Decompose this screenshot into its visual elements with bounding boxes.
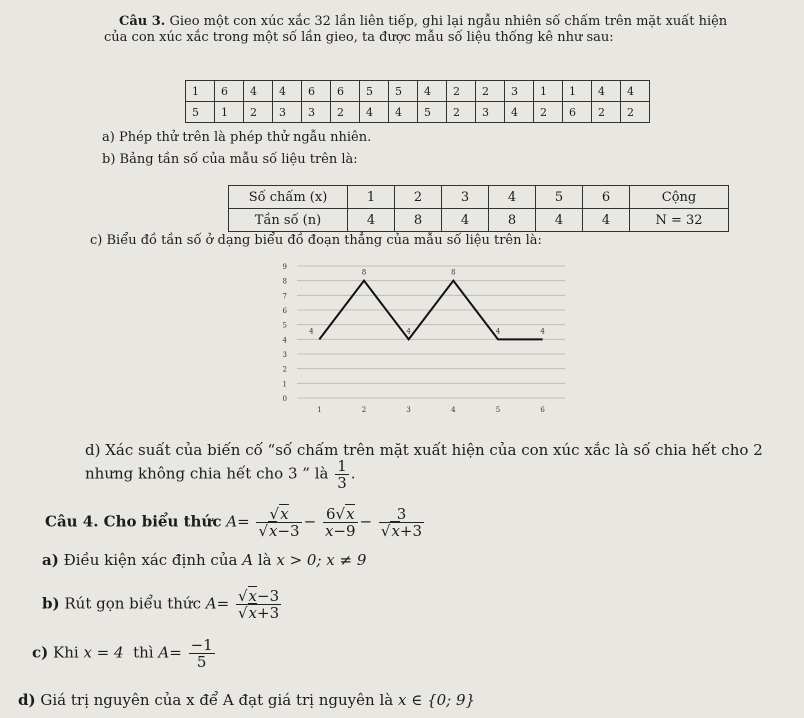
table-row [186, 81, 650, 102]
frequency-cell: 4 [583, 209, 630, 232]
frequency-table-row-n [229, 209, 729, 232]
y-tick-label: 0 [282, 395, 287, 403]
x-tick-label: 2 [361, 406, 367, 414]
frequency-cell: 4 [348, 209, 395, 232]
table-cell: 2 [447, 102, 476, 123]
table-cell: 2 [331, 102, 360, 123]
table-cell: 6 [215, 81, 244, 102]
table-cell: 3 [273, 102, 302, 123]
table-cell: 3 [505, 81, 534, 102]
frequency-cell: 5 [536, 186, 583, 209]
data-label: 4 [540, 327, 545, 336]
table-cell: 4 [621, 81, 650, 102]
frequency-line-chart [275, 258, 575, 428]
sample-data-table [185, 80, 650, 123]
y-tick-label: 5 [282, 321, 287, 330]
data-label: 4 [309, 327, 314, 336]
y-tick-label: 6 [282, 307, 287, 315]
q3-title-line2: của con xúc xắc trong một số lần gieo, ta được mẫu số liệu thống kê như sau: [104, 30, 614, 45]
x-tick-label: 4 [451, 406, 456, 414]
q4-statement-d: d) Giá trị nguyên của x để A đạt giá trị nguyên là x ∈ {0; 9} [18, 691, 476, 709]
x-tick-label: 1 [317, 406, 322, 414]
y-tick-label: 3 [282, 351, 287, 359]
q3-statement-d-line1: d) Xác suất của biến cố “số chấm trên mặt xuất hiện của con xúc xắc là số chia hết cho 2 [85, 441, 763, 459]
table-cell: 2 [244, 102, 273, 123]
d-probability-fraction: $\frac{1}{3}$ [337, 457, 347, 492]
table-cell: 4 [244, 81, 273, 102]
frequency-cell: 2 [395, 186, 442, 209]
frequency-cell: Cộng [630, 186, 729, 209]
frequency-cell: 4 [489, 186, 536, 209]
frequency-cell: N = 32 [630, 209, 729, 232]
table-cell: 2 [621, 102, 650, 123]
frequency-cell: Tần số (n) [229, 209, 348, 232]
y-tick-label: 7 [282, 292, 287, 301]
q3-title-line1: Câu 3. Gieo một con xúc xắc 32 lần liên tiếp, ghi lại ngẫu nhiên số chấm trên mặt xuất hiện [119, 14, 728, 29]
frequency-cell: 4 [442, 209, 489, 232]
table-cell: 4 [505, 102, 534, 123]
frequency-cell: 8 [395, 209, 442, 232]
table-cell: 2 [447, 81, 476, 102]
table-cell: 2 [534, 102, 563, 123]
table-cell: 4 [360, 102, 389, 123]
x-tick-label: 5 [495, 406, 501, 414]
frequency-cell: 4 [536, 209, 583, 232]
table-row [186, 102, 650, 123]
table-cell: 5 [389, 81, 418, 102]
table-cell: 2 [476, 81, 505, 102]
y-tick-label: 1 [282, 380, 287, 389]
table-cell: 5 [186, 102, 215, 123]
q4-statement-b: b) Rút gọn biểu thức A= $\frac{√x-3}{√x+3}$ [42, 587, 280, 622]
frequency-table [228, 185, 729, 232]
x-tick-label: 6 [540, 406, 545, 414]
table-cell: 4 [418, 81, 447, 102]
q3-statement-c: c) Biểu đồ tần số ở dạng biểu đồ đoạn thẳng của mẫu số liệu trên là: [90, 233, 542, 248]
data-label: 8 [451, 268, 456, 277]
table-cell: 6 [331, 81, 360, 102]
q4-title: Câu 4. Cho biểu thức A= $\frac{√x}{√x-3}$ − $\frac{6√x}{x-9}$ − $\frac{3}{√x+3}$ [45, 505, 423, 540]
table-cell: 4 [389, 102, 418, 123]
y-tick-label: 4 [282, 336, 287, 345]
frequency-cell: 8 [489, 209, 536, 232]
y-tick-label: 8 [282, 277, 287, 286]
data-label: 4 [495, 327, 501, 336]
table-cell: 3 [302, 102, 331, 123]
table-cell: 1 [563, 81, 592, 102]
table-cell: 1 [534, 81, 563, 102]
frequency-table-row-x [229, 186, 729, 209]
y-tick-label: 9 [282, 263, 287, 271]
table-cell: 4 [592, 81, 621, 102]
table-cell: 5 [418, 102, 447, 123]
q3-statement-b: b) Bảng tần số của mẫu số liệu trên là: [102, 152, 358, 167]
table-cell: 2 [592, 102, 621, 123]
frequency-cell: 3 [442, 186, 489, 209]
table-cell: 6 [563, 102, 592, 123]
q3-statement-a: a) Phép thử trên là phép thử ngẫu nhiên. [102, 130, 372, 145]
table-cell: 1 [186, 81, 215, 102]
table-cell: 6 [302, 81, 331, 102]
q4-statement-c: c) Khi x = 4 thì A= $\frac{-1}{5}$ [32, 636, 213, 671]
table-cell: 3 [476, 102, 505, 123]
x-tick-label: 3 [406, 406, 411, 414]
frequency-cell: 6 [583, 186, 630, 209]
table-cell: 4 [273, 81, 302, 102]
frequency-cell: Số chấm (x) [229, 186, 348, 209]
data-label: 8 [361, 268, 367, 277]
data-label: 4 [406, 327, 411, 336]
q3-statement-d-line2: nhưng không chia hết cho 3 ” là $\frac{1}{3}$ . [85, 457, 356, 492]
table-cell: 5 [360, 81, 389, 102]
frequency-cell: 1 [348, 186, 395, 209]
q4-statement-a: a) Điều kiện xác định của A là x > 0; x ≠ 9 [42, 551, 367, 569]
table-cell: 1 [215, 102, 244, 123]
y-tick-label: 2 [282, 365, 287, 374]
